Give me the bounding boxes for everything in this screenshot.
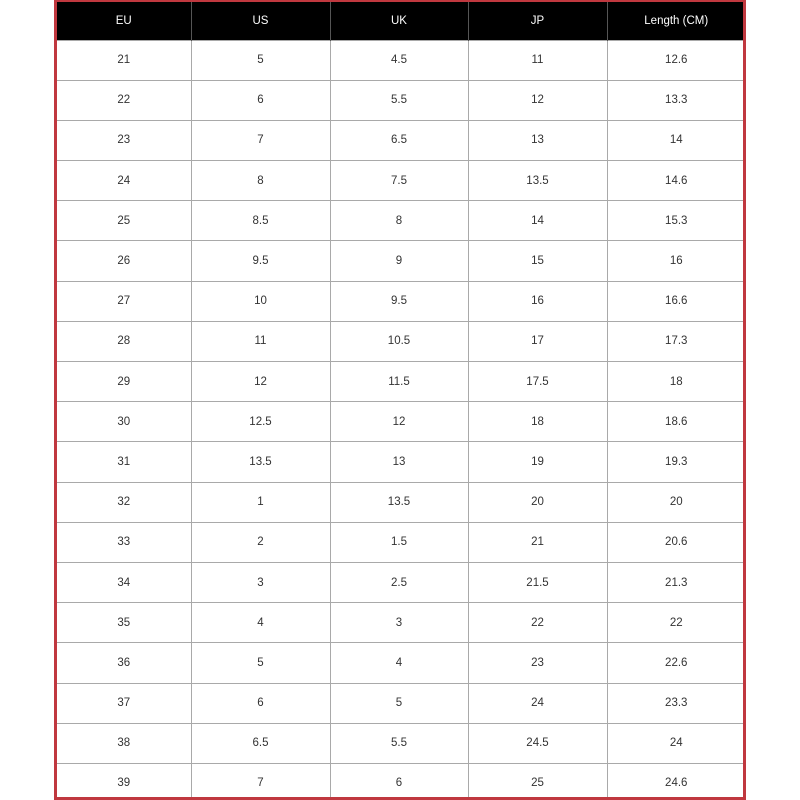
cell-uk: 13 — [330, 442, 468, 482]
column-header-length: Length (CM) — [607, 2, 745, 40]
cell-uk: 6 — [330, 763, 468, 800]
size-chart-frame — [54, 0, 746, 800]
cell-uk: 12 — [330, 402, 468, 442]
cell-us: 1 — [191, 482, 330, 522]
cell-us: 11 — [191, 321, 330, 361]
cell-uk: 8 — [330, 201, 468, 241]
table-row — [57, 763, 745, 800]
cell-length: 23.3 — [607, 683, 745, 723]
cell-length: 19.3 — [607, 442, 745, 482]
cell-uk: 5.5 — [330, 80, 468, 120]
cell-us: 7 — [191, 763, 330, 800]
table-row — [57, 522, 745, 562]
cell-jp: 17 — [468, 321, 607, 361]
cell-eu: 33 — [57, 522, 191, 562]
cell-length: 13.3 — [607, 80, 745, 120]
header-row — [57, 2, 745, 40]
cell-jp: 15 — [468, 241, 607, 281]
cell-uk: 9 — [330, 241, 468, 281]
table-row — [57, 281, 745, 321]
cell-eu: 22 — [57, 80, 191, 120]
cell-uk: 13.5 — [330, 482, 468, 522]
cell-jp: 23 — [468, 643, 607, 683]
cell-jp: 16 — [468, 281, 607, 321]
cell-jp: 25 — [468, 763, 607, 800]
cell-eu: 30 — [57, 402, 191, 442]
cell-us: 10 — [191, 281, 330, 321]
table-row — [57, 603, 745, 643]
table-row — [57, 201, 745, 241]
table-row — [57, 40, 745, 80]
cell-eu: 34 — [57, 562, 191, 602]
cell-us: 4 — [191, 603, 330, 643]
cell-length: 16.6 — [607, 281, 745, 321]
cell-uk: 10.5 — [330, 321, 468, 361]
cell-jp: 21 — [468, 522, 607, 562]
cell-eu: 26 — [57, 241, 191, 281]
cell-jp: 14 — [468, 201, 607, 241]
cell-us: 6 — [191, 683, 330, 723]
cell-eu: 25 — [57, 201, 191, 241]
cell-length: 21.3 — [607, 562, 745, 602]
cell-eu: 31 — [57, 442, 191, 482]
cell-uk: 6.5 — [330, 120, 468, 160]
cell-uk: 4.5 — [330, 40, 468, 80]
cell-jp: 18 — [468, 402, 607, 442]
cell-uk: 11.5 — [330, 362, 468, 402]
cell-eu: 39 — [57, 763, 191, 800]
cell-uk: 9.5 — [330, 281, 468, 321]
table-row — [57, 161, 745, 201]
cell-uk: 5.5 — [330, 723, 468, 763]
cell-us: 5 — [191, 40, 330, 80]
cell-us: 12 — [191, 362, 330, 402]
cell-length: 18.6 — [607, 402, 745, 442]
cell-eu: 37 — [57, 683, 191, 723]
cell-eu: 21 — [57, 40, 191, 80]
cell-us: 5 — [191, 643, 330, 683]
cell-length: 15.3 — [607, 201, 745, 241]
cell-length: 22.6 — [607, 643, 745, 683]
cell-us: 3 — [191, 562, 330, 602]
cell-us: 12.5 — [191, 402, 330, 442]
cell-us: 2 — [191, 522, 330, 562]
cell-uk: 5 — [330, 683, 468, 723]
table-row — [57, 120, 745, 160]
cell-length: 14 — [607, 120, 745, 160]
cell-us: 8.5 — [191, 201, 330, 241]
cell-jp: 13.5 — [468, 161, 607, 201]
cell-eu: 32 — [57, 482, 191, 522]
cell-eu: 24 — [57, 161, 191, 201]
cell-length: 12.6 — [607, 40, 745, 80]
cell-jp: 17.5 — [468, 362, 607, 402]
table-row — [57, 402, 745, 442]
cell-length: 24.6 — [607, 763, 745, 800]
cell-jp: 13 — [468, 120, 607, 160]
table-row — [57, 80, 745, 120]
table-header — [57, 2, 745, 40]
cell-length: 22 — [607, 603, 745, 643]
cell-length: 18 — [607, 362, 745, 402]
cell-eu: 29 — [57, 362, 191, 402]
cell-jp: 22 — [468, 603, 607, 643]
cell-jp: 11 — [468, 40, 607, 80]
cell-jp: 12 — [468, 80, 607, 120]
column-header-jp: JP — [468, 2, 607, 40]
table-row — [57, 362, 745, 402]
cell-jp: 19 — [468, 442, 607, 482]
cell-us: 9.5 — [191, 241, 330, 281]
table-row — [57, 562, 745, 602]
column-header-us: US — [191, 2, 330, 40]
size-chart-table — [57, 2, 745, 800]
cell-length: 20.6 — [607, 522, 745, 562]
cell-us: 7 — [191, 120, 330, 160]
cell-length: 16 — [607, 241, 745, 281]
column-header-eu: EU — [115, 14, 132, 27]
cell-us: 8 — [191, 161, 330, 201]
table-row — [57, 442, 745, 482]
cell-uk: 3 — [330, 603, 468, 643]
table-row — [57, 482, 745, 522]
cell-us: 13.5 — [191, 442, 330, 482]
cell-eu: 28 — [57, 321, 191, 361]
cell-uk: 2.5 — [330, 562, 468, 602]
cell-jp: 21.5 — [468, 562, 607, 602]
table-row — [57, 321, 745, 361]
cell-eu: 27 — [57, 281, 191, 321]
cell-eu: 35 — [57, 603, 191, 643]
cell-length: 20 — [607, 482, 745, 522]
cell-uk: 7.5 — [330, 161, 468, 201]
cell-uk: 4 — [330, 643, 468, 683]
table-row — [57, 723, 745, 763]
cell-jp: 24 — [468, 683, 607, 723]
table-body — [57, 40, 745, 800]
cell-length: 24 — [607, 723, 745, 763]
table-row — [57, 683, 745, 723]
table-row — [57, 241, 745, 281]
column-header-uk: UK — [330, 2, 468, 40]
cell-eu: 38 — [57, 723, 191, 763]
cell-us: 6.5 — [191, 723, 330, 763]
cell-eu: 36 — [57, 643, 191, 683]
cell-us: 6 — [191, 80, 330, 120]
cell-length: 14.6 — [607, 161, 745, 201]
cell-uk: 1.5 — [330, 522, 468, 562]
cell-eu: 23 — [57, 120, 191, 160]
cell-jp: 20 — [468, 482, 607, 522]
table-row — [57, 643, 745, 683]
cell-length: 17.3 — [607, 321, 745, 361]
cell-jp: 24.5 — [468, 723, 607, 763]
